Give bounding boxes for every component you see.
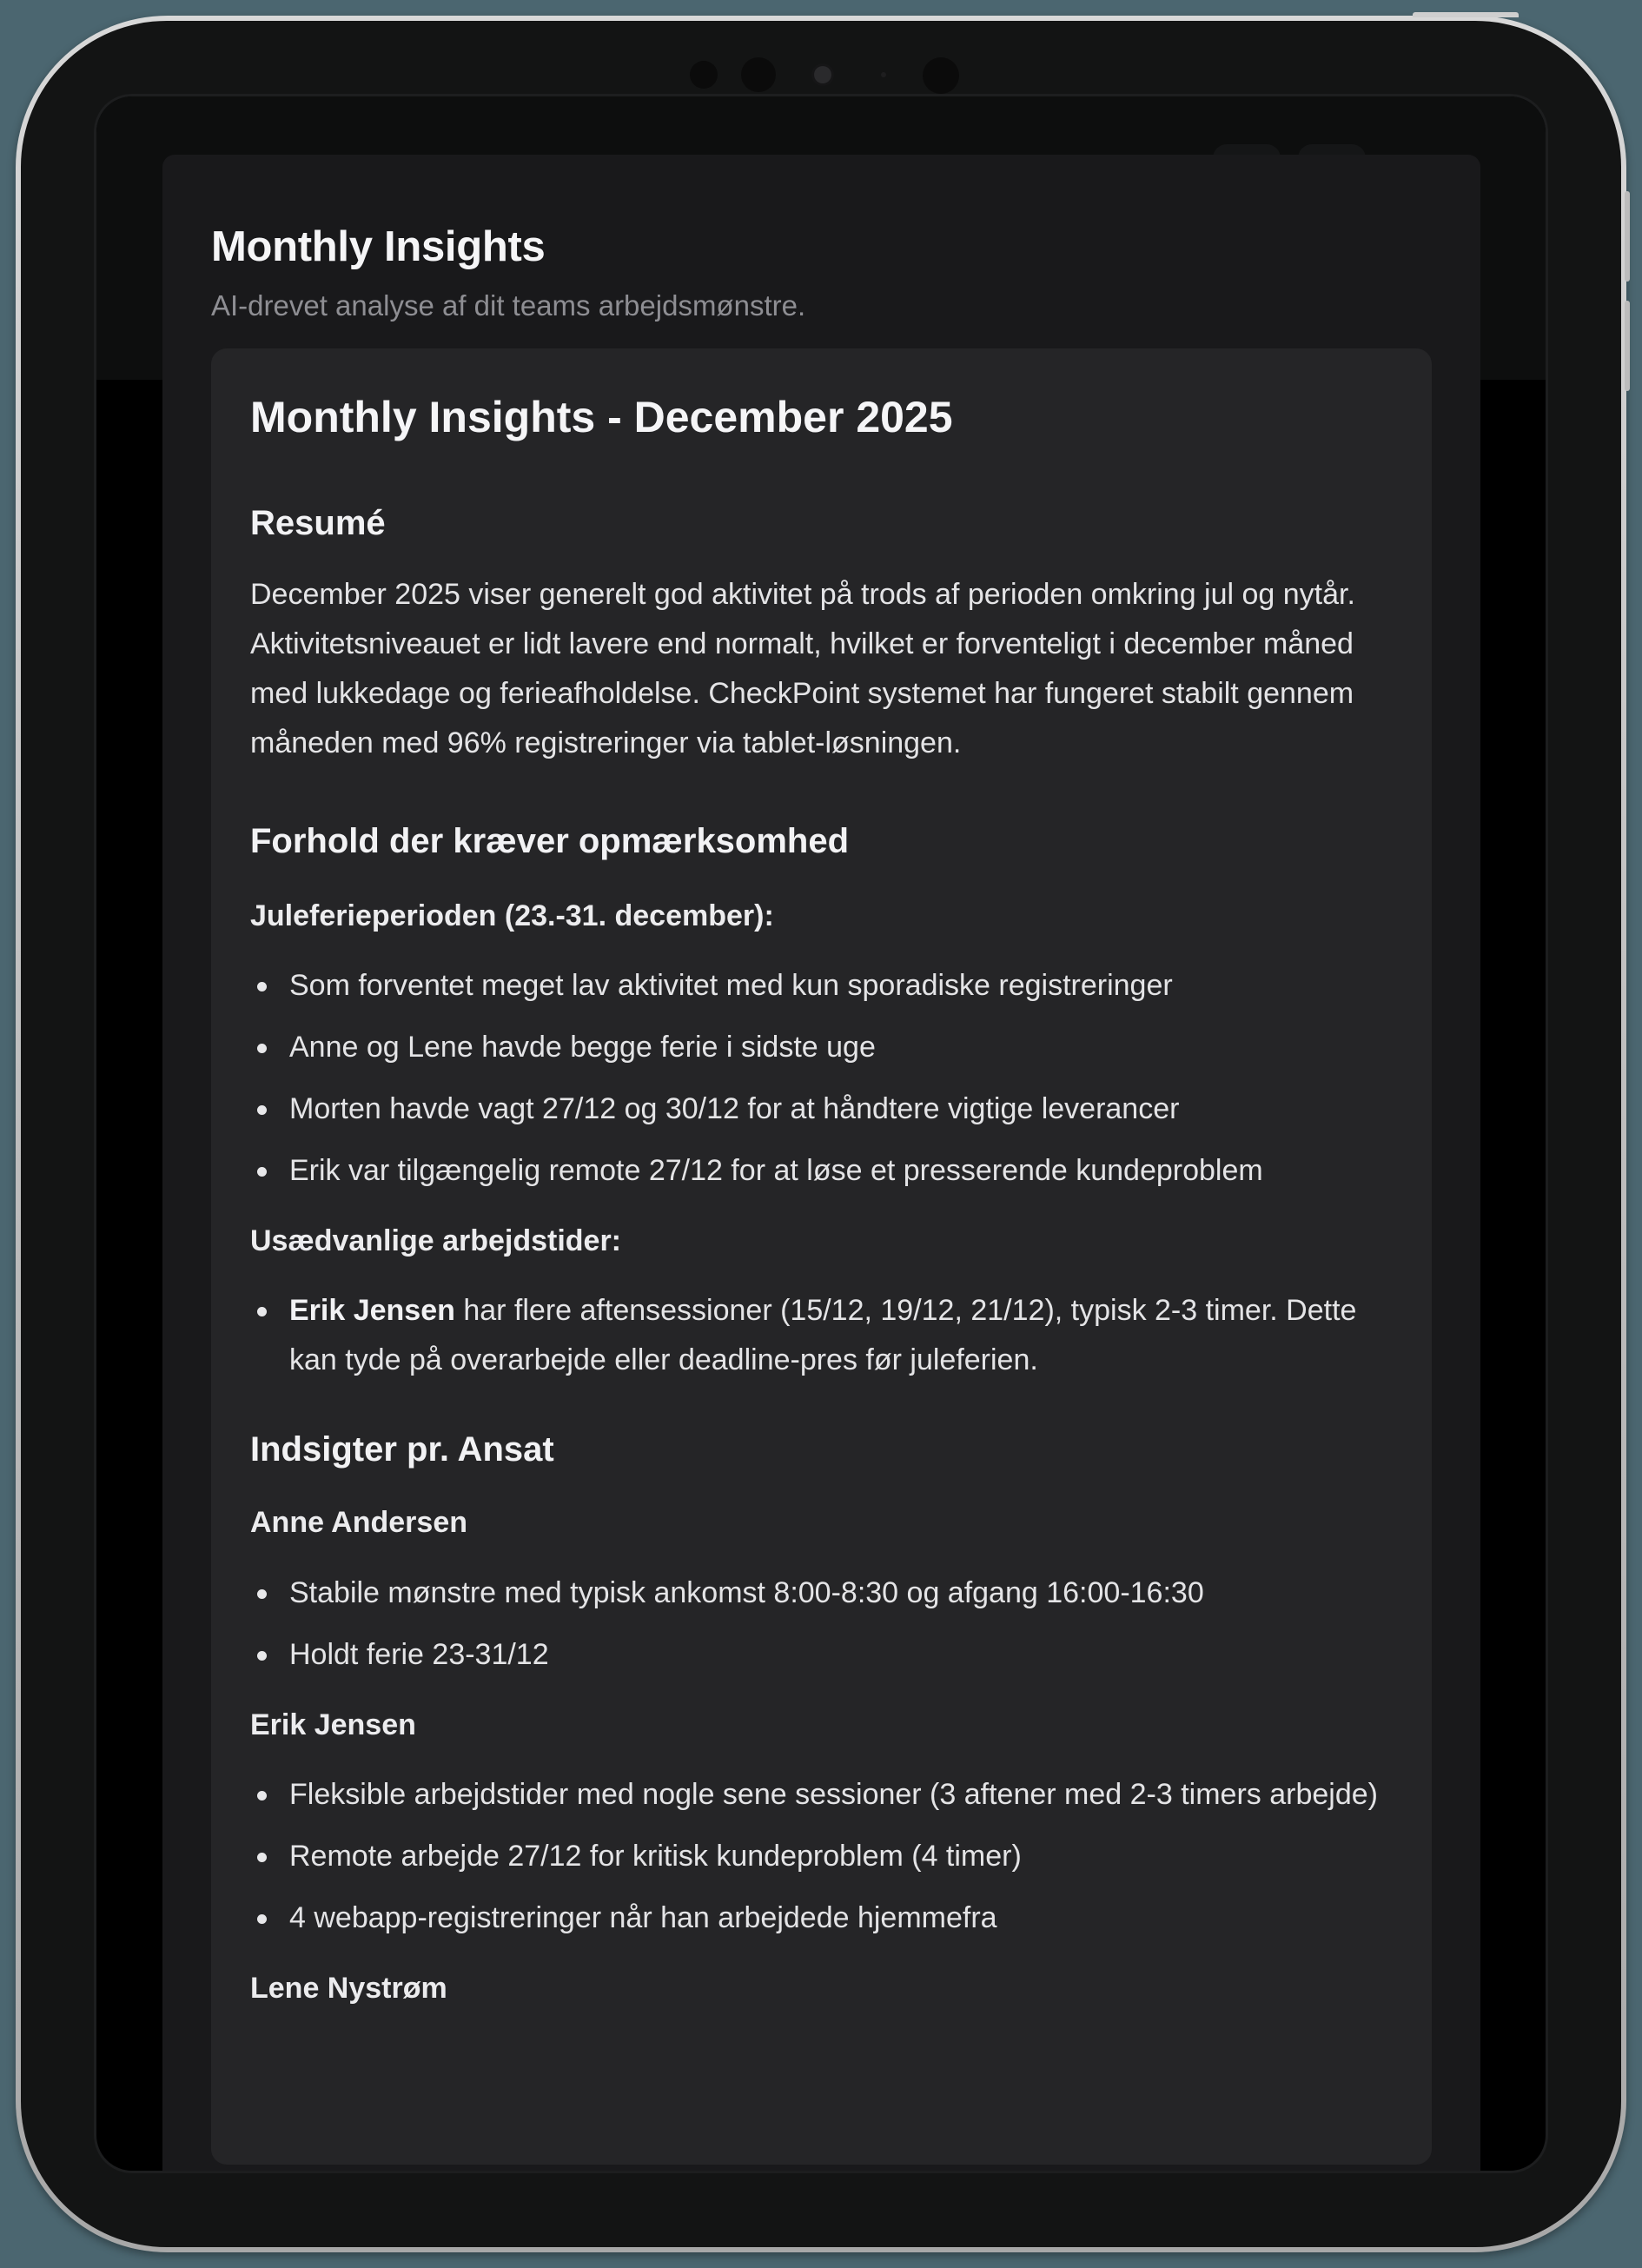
attention-heading: Forhold der kræver opmærksomhed (250, 822, 850, 860)
bullet-icon (257, 1044, 267, 1053)
list-item: Morten havde vagt 27/12 og 30/12 for at håndtere vigtige leverancer (250, 1084, 1393, 1134)
insights-modal-sheet (162, 155, 1480, 2173)
bullet-icon (257, 1853, 267, 1862)
volume-down-button (1625, 301, 1630, 391)
list-item: Stabile mønstre med typisk ankomst 8:00-8:30 og afgang 16:00-16:30 (250, 1568, 1393, 1618)
list-item: Anne og Lene havde begge ferie i sidste uge (250, 1023, 1393, 1072)
list-item: Fleksible arbejdstider med nogle sene sessioner (3 aftener med 2-3 timers arbejde) (250, 1770, 1393, 1820)
employee-insights-list (250, 1770, 1393, 1943)
employee-name: Erik Jensen (250, 1708, 416, 1741)
sensor-icon (923, 57, 959, 94)
bullet-icon (257, 1307, 267, 1316)
summary-section (250, 502, 1393, 768)
camera-lens-icon (814, 66, 831, 83)
report-card[interactable] (211, 348, 1432, 2165)
employees-section (250, 1429, 1393, 2007)
bullet-icon (257, 982, 267, 991)
employee-insights-list (250, 1568, 1393, 1680)
employee-name-emphasis: Erik Jensen (289, 1294, 455, 1328)
employee-name: Anne Andersen (250, 1506, 468, 1540)
top-button (1413, 12, 1519, 17)
bullet-icon (257, 1589, 267, 1599)
holiday-list (250, 961, 1393, 1196)
list-item: Som forventet meget lav aktivitet med kun sporadiske registreringer (250, 961, 1393, 1011)
volume-up-button (1625, 191, 1630, 282)
camera-array (21, 57, 1621, 92)
sensor-dot-icon (881, 72, 886, 77)
unusual-hours-label: Usædvanlige arbejdstider: (250, 1224, 622, 1258)
attention-section (250, 820, 1393, 1385)
bullet-icon (257, 1791, 267, 1800)
bullet-icon (257, 1105, 267, 1115)
list-item: Holdt ferie 23-31/12 (250, 1630, 1393, 1680)
list-item: 4 webapp-registreringer når han arbejdede hjemmefra (250, 1893, 1393, 1943)
modal-subtitle: AI-drevet analyse af dit teams arbejdsmønstre. (211, 289, 806, 322)
employees-heading: Indsigter pr. Ansat (250, 1430, 554, 1469)
tablet-device-frame (16, 16, 1626, 2252)
modal-title: Monthly Insights (211, 223, 546, 270)
list-item: Erik Jensen har flere aftensessioner (15/12, 19/12, 21/12), typisk 2-3 timer. Dette kan tyde på overarbejde eller deadline-pres før juleferien. (250, 1286, 1393, 1385)
holiday-label: Juleferieperioden (23.-31. december): (250, 899, 774, 932)
sensor-icon (690, 61, 718, 89)
bullet-icon (257, 1651, 267, 1661)
summary-text: December 2025 viser generelt god aktivitet på trods af perioden omkring jul og nytår. Aktivitetsniveauet er lidt lavere end normalt, hvilket er forventeligt i december måned med lukkedage og ferieafholdelse. CheckPoint systemet har fungeret stabilt gennem måneden med 96% registreringer via tablet-løsningen. (250, 578, 1355, 759)
unusual-hours-list (250, 1286, 1393, 1385)
sensor-icon (741, 57, 776, 92)
bullet-icon (257, 1167, 267, 1177)
list-item: Remote arbejde 27/12 for kritisk kundeproblem (4 timer) (250, 1832, 1393, 1881)
list-item: Erik var tilgængelig remote 27/12 for at løse et presserende kundeproblem (250, 1146, 1393, 1196)
summary-heading: Resumé (250, 504, 386, 542)
employee-name: Lene Nystrøm (250, 1971, 447, 2005)
report-title: Monthly Insights - December 2025 (250, 393, 953, 441)
screen (94, 94, 1548, 2173)
bullet-icon (257, 1914, 267, 1924)
